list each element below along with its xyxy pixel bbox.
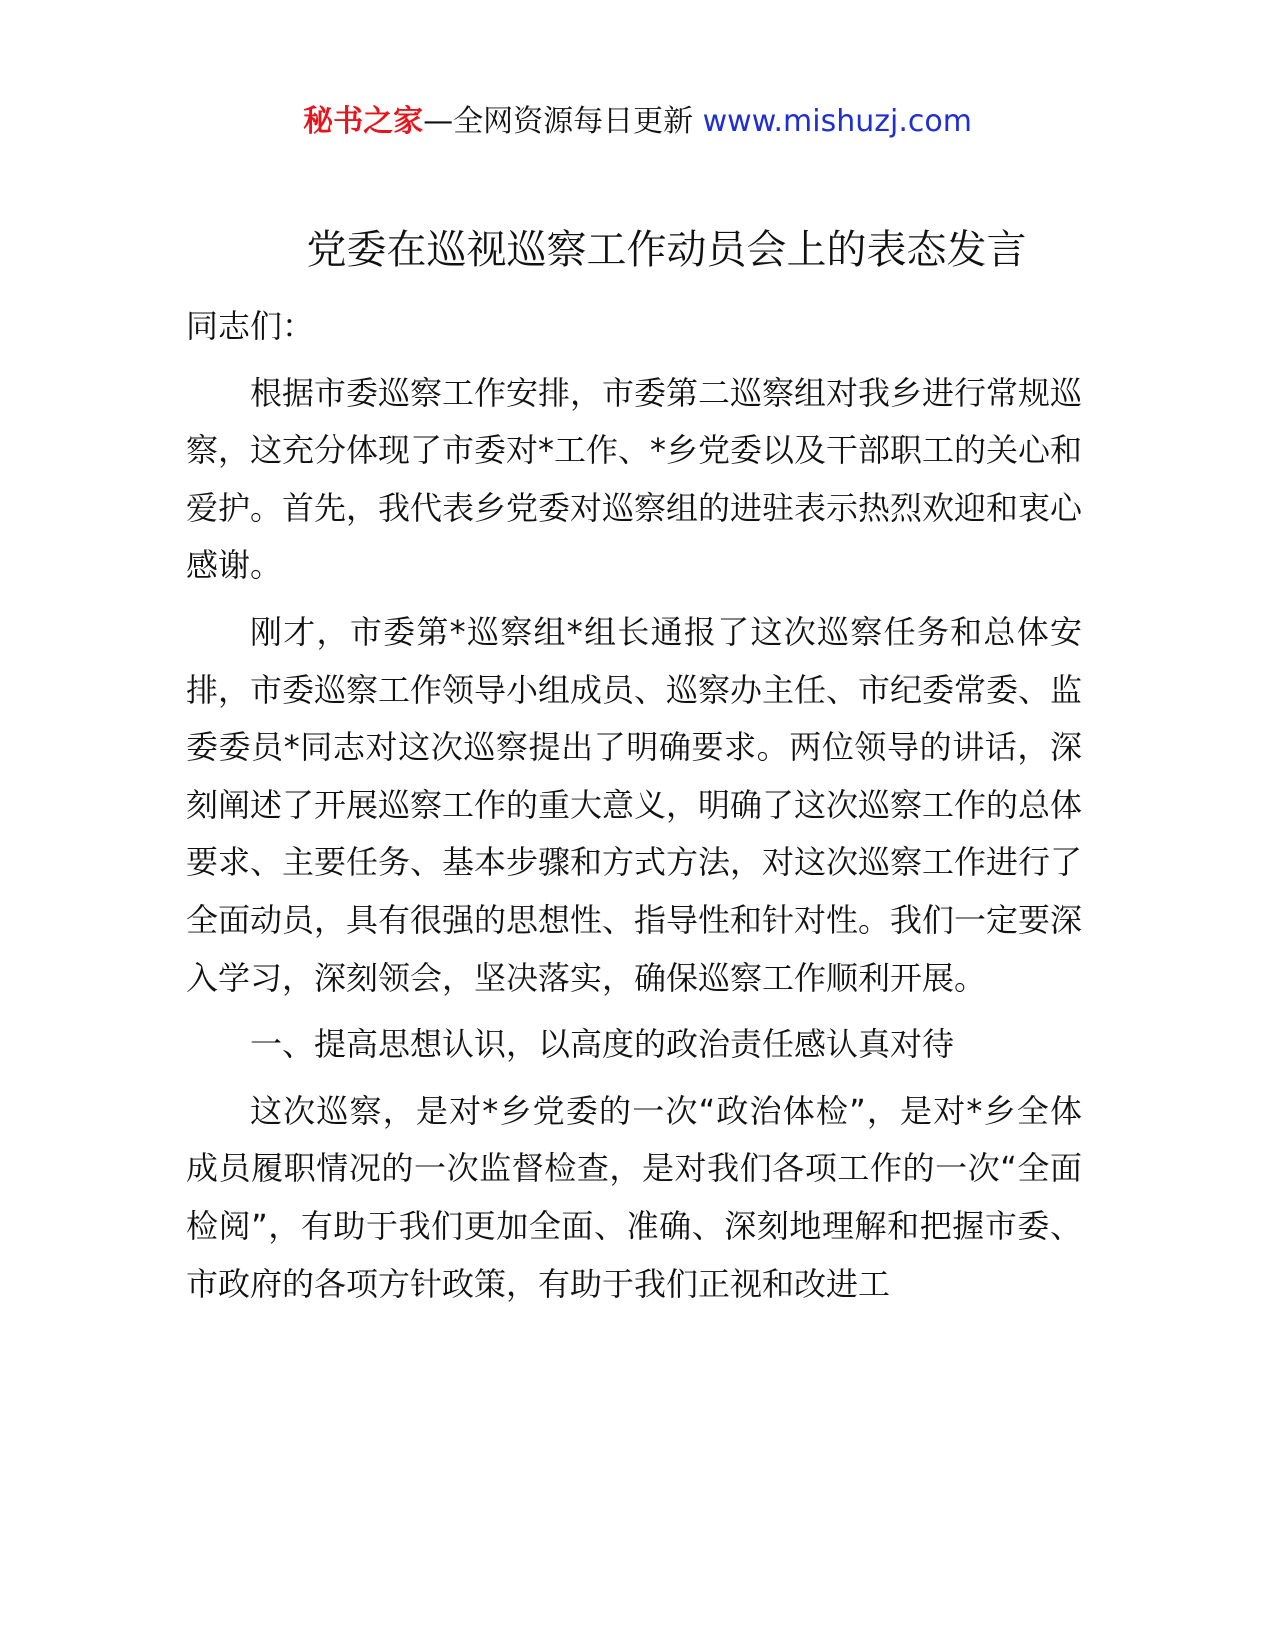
paragraph-1: 根据市委巡察工作安排，市委第二巡察组对我乡进行常规巡察，这充分体现了市委对*工作、*乡党委以及干部职工的关心和爱护。首先，我代表乡党委对巡察组的进驻表示热烈欢迎和衷心感谢。 [186, 373, 1083, 585]
paragraph-2: 刚才，市委第*巡察组*组长通报了这次巡察任务和总体安排，市委巡察工作领导小组成员、巡察办主任、市纪委常委、监委委员*同志对这次巡察提出了明确要求。两位领导的讲话，深刻阐述了开展巡察工作的重大意义，明确了这次巡察工作的总体要求、主要任务、基本步骤和方式方法，对这次巡察工作进行了全面动员，具有很强的思想性、指导性和针对性。我们一定要深入学习，深刻领会，坚决落实，确保巡察工作顺利开展。 [186, 612, 1083, 997]
header-tagline: —全网资源每日更新 [423, 104, 703, 139]
greeting: 同志们： [186, 307, 315, 345]
website-link[interactable]: www.mishuzj.com [702, 104, 972, 139]
section-heading-1: 一、提高思想认识，以高度的政治责任感认真对待 [250, 1025, 955, 1064]
paragraph-3: 这次巡察，是对*乡党委的一次“政治体检”，是对*乡全体成员履职情况的一次监督检查，是对我们各项工作的一次“全面检阅”，有助于我们更加全面、准确、深刻地理解和把握市委、市政府的各项方针政策，有助于我们正视和改进工 [186, 1091, 1082, 1303]
document-body [186, 298, 1082, 1322]
brand-name: 秘书之家 [303, 104, 424, 139]
site-header [0, 100, 1275, 144]
document-title: 党委在巡视巡察工作动员会上的表态发言 [306, 227, 1027, 273]
